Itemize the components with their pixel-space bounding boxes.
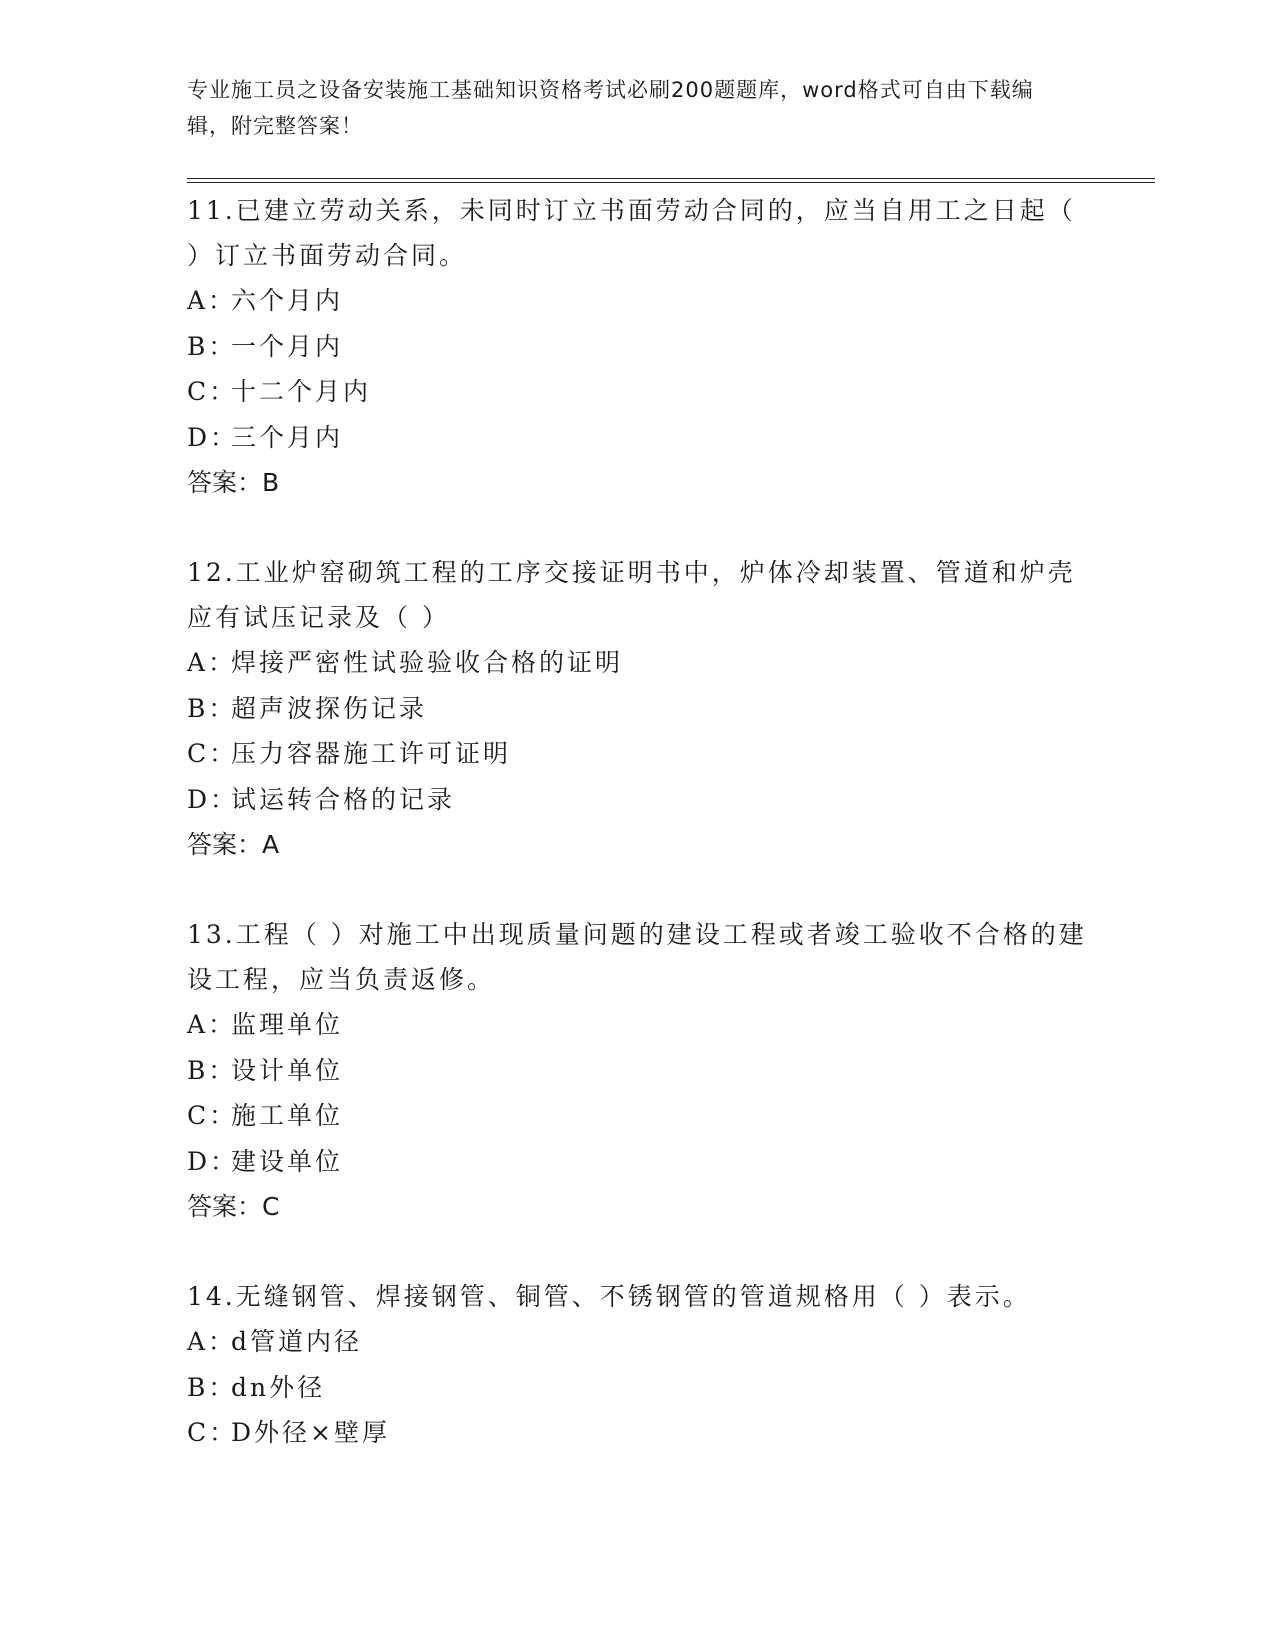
option-key: A：: [187, 286, 237, 315]
option-text: 试运转合格的记录: [231, 784, 456, 814]
option-text: D外径×壁厚: [231, 1418, 390, 1447]
option-text: 压力容器施工许可证明: [231, 739, 512, 768]
option-key: B：: [187, 1055, 237, 1085]
question-text: 11.已建立劳动关系，未同时订立书面劳动合同的，应当自用工之日起（ ）订立书面劳动合同。: [187, 196, 1076, 270]
option-key: D：: [187, 422, 239, 452]
option-d: [187, 415, 1087, 461]
option-key: A：: [187, 648, 237, 677]
option-d: [187, 1139, 1087, 1185]
option-b: [187, 324, 1087, 370]
option-key: B：: [187, 331, 237, 361]
option-key: C：: [187, 739, 238, 768]
option-a: [187, 278, 1087, 324]
option-d: [187, 777, 1087, 823]
header-divider-bottom: [187, 182, 1155, 183]
option-text: 施工单位: [231, 1101, 344, 1130]
question-list: [187, 188, 1087, 1500]
option-c: [187, 731, 1087, 777]
option-text: dn外径: [231, 1372, 326, 1402]
option-key: B：: [187, 693, 237, 723]
question-11: [187, 188, 1087, 506]
option-text: 十二个月内: [231, 377, 372, 406]
option-c: [187, 369, 1087, 415]
option-text: 焊接严密性试验验收合格的证明: [231, 648, 624, 677]
option-key: A：: [187, 1010, 237, 1039]
header-divider-top: [187, 178, 1155, 179]
option-text: 超声波探伤记录: [231, 693, 428, 723]
question-text: 13.工程（ ）对施工中出现质量问题的建设工程或者竣工验收不合格的建设工程，应当负责返修。: [187, 920, 1087, 994]
question-13: [187, 912, 1087, 1230]
answer-line: 答案：A: [187, 830, 280, 859]
option-text: 建设单位: [231, 1146, 344, 1176]
option-text: 六个月内: [231, 286, 344, 315]
header-title: 专业施工员之设备安装施工基础知识资格考试必刷200题题库，word格式可自由下载编辑，附完整答案！: [187, 78, 1034, 138]
question-text: 12.工业炉窑砌筑工程的工序交接证明书中，炉体冷却装置、管道和炉壳应有试压记录及（ ）: [187, 558, 1076, 632]
option-key: C：: [187, 1418, 238, 1447]
document-header: [187, 72, 1067, 144]
option-a: [187, 640, 1087, 686]
option-key: D：: [187, 784, 239, 814]
option-key: D：: [187, 1146, 239, 1176]
option-text: 设计单位: [231, 1055, 344, 1085]
answer-line: 答案：B: [187, 468, 280, 497]
question-text: 14.无缝钢管、焊接钢管、铜管、不锈钢管的管道规格用（ ）表示。: [187, 1282, 1031, 1311]
option-key: B：: [187, 1372, 237, 1402]
option-key: C：: [187, 377, 238, 406]
option-text: d管道内径: [231, 1327, 363, 1356]
option-a: [187, 1319, 1087, 1365]
option-text: 一个月内: [231, 331, 344, 361]
answer-line: 答案：C: [187, 1192, 280, 1221]
question-12: [187, 550, 1087, 868]
option-c: [187, 1410, 1087, 1456]
option-b: [187, 1365, 1087, 1411]
option-b: [187, 686, 1087, 732]
option-b: [187, 1048, 1087, 1094]
option-a: [187, 1002, 1087, 1048]
option-c: [187, 1093, 1087, 1139]
option-key: A：: [187, 1327, 237, 1356]
question-14: [187, 1274, 1087, 1456]
option-text: 三个月内: [231, 422, 344, 452]
option-key: C：: [187, 1101, 238, 1130]
option-text: 监理单位: [231, 1010, 344, 1039]
